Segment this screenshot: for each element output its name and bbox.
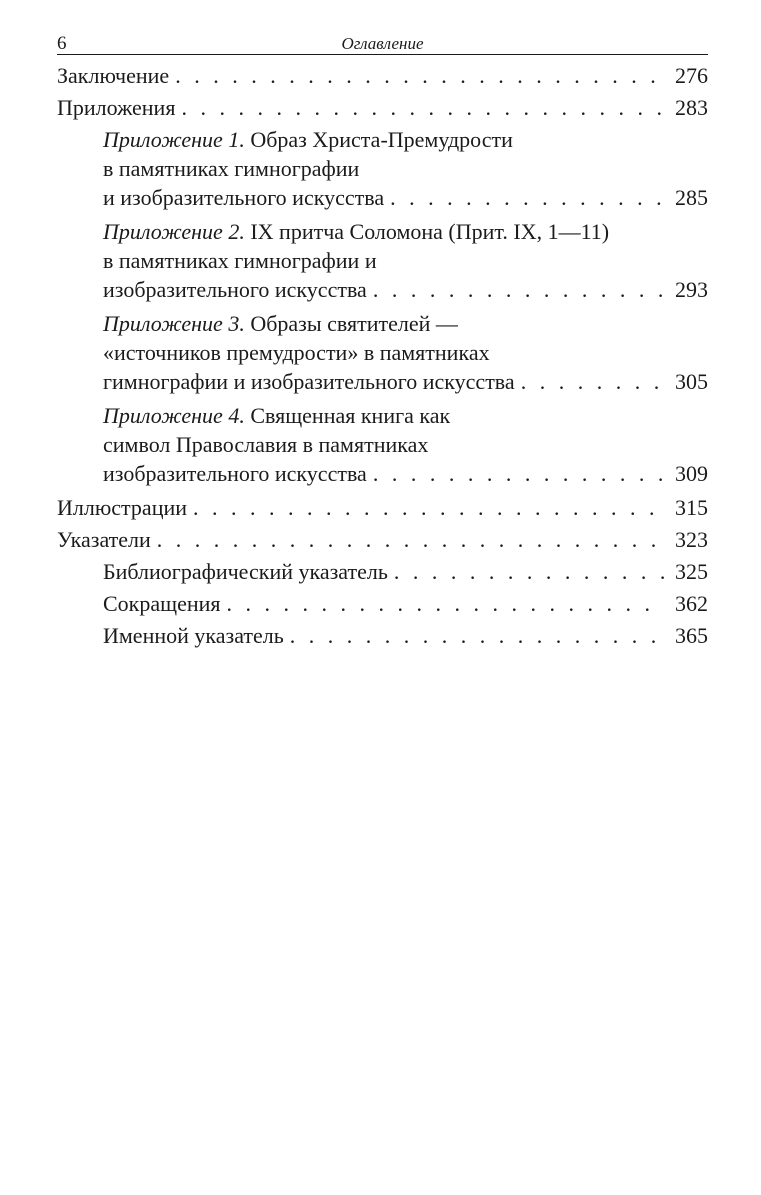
appendix-label: Приложение 4. xyxy=(103,403,245,428)
toc-page-number: 309 xyxy=(675,461,708,486)
dot-leader xyxy=(193,493,664,522)
running-header xyxy=(57,32,708,55)
appendix-label: Приложение 2. xyxy=(103,219,245,244)
toc-entry-title: Заключение xyxy=(57,63,170,88)
toc-page-number: 276 xyxy=(675,63,708,88)
dot-leader xyxy=(521,367,664,396)
toc-page-number: 305 xyxy=(675,369,708,394)
dot-leader xyxy=(181,93,664,122)
toc-entry-title-continuation: символ Православия в памятниках xyxy=(103,432,429,457)
dot-leader xyxy=(394,557,664,586)
toc-entry-title: Приложения xyxy=(57,95,176,120)
toc-page-number: 365 xyxy=(675,623,708,648)
toc-entry-title: Библиографический указатель xyxy=(103,559,388,584)
toc-entry-title-continuation: и изобразительного искусства xyxy=(103,185,385,210)
running-title: Оглавление xyxy=(341,34,424,53)
toc-page-number: 325 xyxy=(675,559,708,584)
toc-entry-title: Указатели xyxy=(57,527,151,552)
table-of-contents xyxy=(57,61,708,653)
toc-entry-indexes xyxy=(57,525,708,554)
toc-entry-title-continuation: изобразительного искусства xyxy=(103,277,367,302)
toc-entry-title: Именной указатель xyxy=(103,623,284,648)
appendix-label: Приложение 3. xyxy=(103,311,245,336)
toc-entry-abbreviations xyxy=(57,589,708,618)
dot-leader xyxy=(373,459,664,488)
toc-entry-illustrations xyxy=(57,493,708,522)
toc-page-number: 293 xyxy=(675,277,708,302)
toc-entry-title: Образы святителей — xyxy=(244,311,458,336)
toc-entry-appendix-1 xyxy=(57,125,708,212)
toc-page-number: 283 xyxy=(675,95,708,120)
toc-entry-appendix-2 xyxy=(57,217,708,304)
toc-page-number: 285 xyxy=(675,185,708,210)
dot-leader xyxy=(227,589,665,618)
toc-entry-title-continuation: изобразительного искусства xyxy=(103,461,367,486)
toc-page-number: 323 xyxy=(675,527,708,552)
page-number: 6 xyxy=(57,33,67,54)
toc-entry-title: Священная книга как xyxy=(244,403,451,428)
toc-entry-title: Иллюстрации xyxy=(57,495,188,520)
toc-entry-title-continuation: в памятниках гимнографии xyxy=(103,156,360,181)
toc-entry-title: Сокращения xyxy=(103,591,221,616)
toc-entry-appendix-3 xyxy=(57,309,708,396)
toc-entry-bibliography xyxy=(57,557,708,586)
dot-leader xyxy=(373,275,664,304)
toc-entry-conclusion xyxy=(57,61,708,90)
dot-leader xyxy=(290,621,664,650)
toc-page-number: 315 xyxy=(675,495,708,520)
toc-entry-title-continuation: гимнографии и изобразительного искусства xyxy=(103,369,515,394)
toc-entry-names-index xyxy=(57,621,708,650)
toc-entry-title-continuation: в памятниках гимнографии и xyxy=(103,248,377,273)
dot-leader xyxy=(175,61,664,90)
toc-page-number: 362 xyxy=(675,591,708,616)
toc-entry-title: Образ Христа-Премудрости xyxy=(244,127,513,152)
toc-entry-title-continuation: «источников премудрости» в памятниках xyxy=(103,340,490,365)
dot-leader xyxy=(157,525,664,554)
toc-entry-appendices xyxy=(57,93,708,122)
appendix-label: Приложение 1. xyxy=(103,127,245,152)
toc-entry-appendix-4 xyxy=(57,401,708,488)
toc-entry-title: IX притча Соломона (Прит. IX, 1—11) xyxy=(244,219,610,244)
dot-leader xyxy=(390,183,664,212)
